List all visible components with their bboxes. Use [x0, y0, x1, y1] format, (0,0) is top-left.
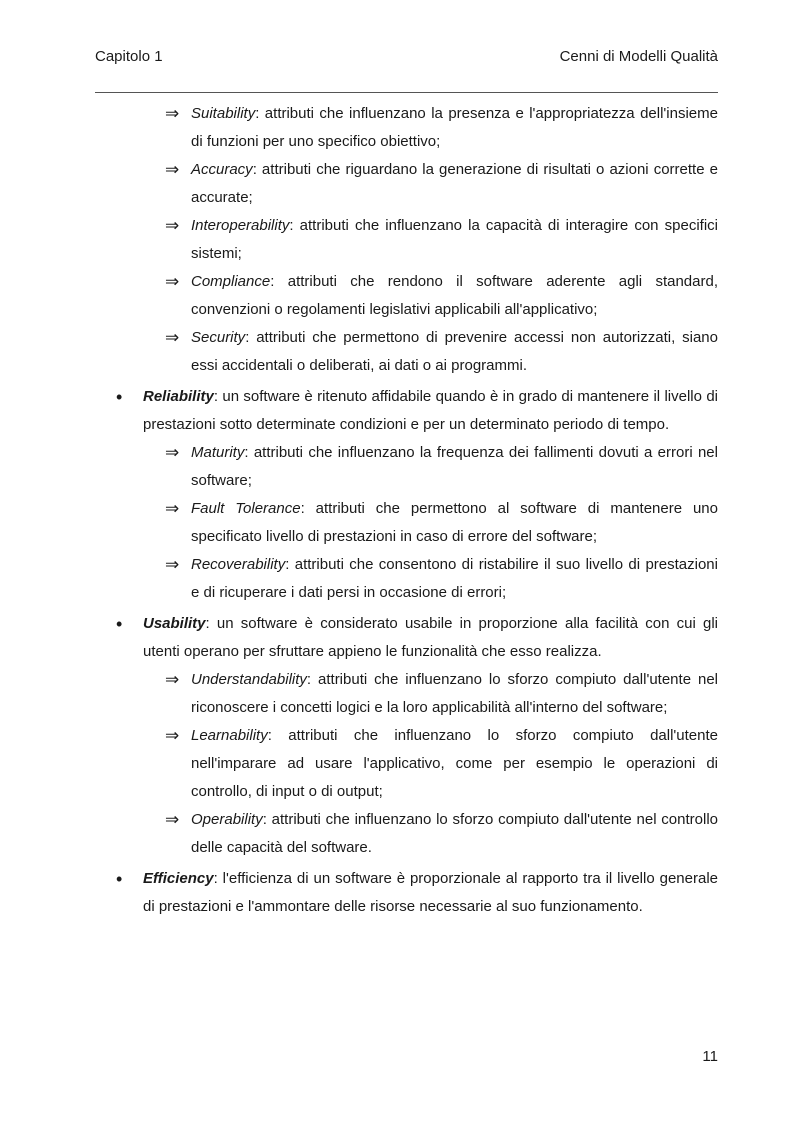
description: : attributi che influenzano la capacità di interagire con specifici sistemi;	[191, 217, 718, 262]
chapter-label: Capitolo 1	[95, 48, 163, 65]
description: : attributi che influenzano lo sforzo compiuto dall'utente nell'imparare ad usare l'applicativo, come per esempio le operazioni di controllo, di input o di output;	[191, 727, 718, 800]
arrow-icon: ⇒	[165, 272, 180, 291]
description: : attributi che consentono di ristabilire il suo livello di prestazioni e di ricuperare i dati persi in occasione di errori;	[191, 556, 718, 601]
term: Learnability	[191, 727, 268, 744]
list-item-security	[95, 324, 718, 380]
description: : attributi che influenzano lo sforzo compiuto dall'utente nel controllo delle capacità del software.	[191, 811, 718, 856]
description: : attributi che influenzano la frequenza dei fallimenti dovuti a errori nel software;	[191, 444, 718, 489]
description: : un software è considerato usabile in proporzione alla facilità con cui gli utenti operano per sfruttare appieno le funzionalità che esso realizza.	[143, 615, 718, 660]
term: Recoverability	[191, 556, 286, 573]
list-item-operability	[95, 806, 718, 862]
bullet-reliability	[95, 383, 718, 439]
description: : un software è ritenuto affidabile quando è in grado di mantenere il livello di prestazioni sotto determinate condizioni e per un determinato periodo di tempo.	[143, 388, 718, 433]
bullet-icon: •	[116, 614, 123, 634]
list-item-learnability	[95, 722, 718, 806]
description: : attributi che rendono il software aderente agli standard, convenzioni o regolamenti legislativi applicabili all'applicativo;	[191, 273, 718, 318]
term: Maturity	[191, 444, 245, 461]
description: : attributi che influenzano lo sforzo compiuto dall'utente nel riconoscere i concetti logici e la loro applicabilità all'interno del software;	[191, 671, 718, 716]
description: : attributi che permettono di prevenire accessi non autorizzati, siano essi accidentali o deliberati, ai dati o ai programmi.	[191, 329, 718, 374]
arrow-icon: ⇒	[165, 328, 180, 347]
description: : l'efficienza di un software è proporzionale al rapporto tra il livello generale di prestazioni e l'ammontare delle risorse necessarie al suo funzionamento.	[143, 870, 718, 915]
term: Compliance	[191, 273, 271, 290]
bullet-usability	[95, 610, 718, 666]
term: Understandability	[191, 671, 307, 688]
bullet-icon: •	[116, 869, 123, 889]
term: Accuracy	[191, 161, 253, 178]
description: : attributi che influenzano la presenza e l'appropriatezza dell'insieme di funzioni per uno specifico obiettivo;	[191, 105, 718, 150]
term: Usability	[143, 615, 206, 632]
list-item-understandability	[95, 666, 718, 722]
arrow-icon: ⇒	[165, 160, 180, 179]
section-title: Cenni di Modelli Qualità	[559, 48, 718, 65]
term: Efficiency	[143, 870, 214, 887]
header-rule	[95, 92, 718, 93]
term: Security	[191, 329, 246, 346]
description: : attributi che permettono al software di mantenere uno specificato livello di prestazioni in caso di errore del software;	[191, 500, 718, 545]
page-number: 11	[702, 1048, 718, 1065]
list-item-interoperability	[95, 212, 718, 268]
term: Reliability	[143, 388, 214, 405]
description: : attributi che riguardano la generazione di risultati o azioni corrette e accurate;	[191, 161, 718, 206]
arrow-icon: ⇒	[165, 499, 180, 518]
bullet-icon: •	[116, 387, 123, 407]
list-item-accuracy	[95, 156, 718, 212]
arrow-icon: ⇒	[165, 810, 180, 829]
body-content	[95, 100, 718, 921]
list-item-recoverability	[95, 551, 718, 607]
term: Interoperability	[191, 217, 290, 234]
arrow-icon: ⇒	[165, 443, 180, 462]
arrow-icon: ⇒	[165, 726, 180, 745]
arrow-icon: ⇒	[165, 104, 180, 123]
list-item-compliance	[95, 268, 718, 324]
bullet-efficiency	[95, 865, 718, 921]
term: Suitability	[191, 105, 256, 122]
list-item-suitability	[95, 100, 718, 156]
term: Operability	[191, 811, 263, 828]
arrow-icon: ⇒	[165, 216, 180, 235]
arrow-icon: ⇒	[165, 670, 180, 689]
arrow-icon: ⇒	[165, 555, 180, 574]
list-item-maturity	[95, 439, 718, 495]
term: Fault Tolerance	[191, 500, 301, 517]
list-item-fault-tolerance	[95, 495, 718, 551]
